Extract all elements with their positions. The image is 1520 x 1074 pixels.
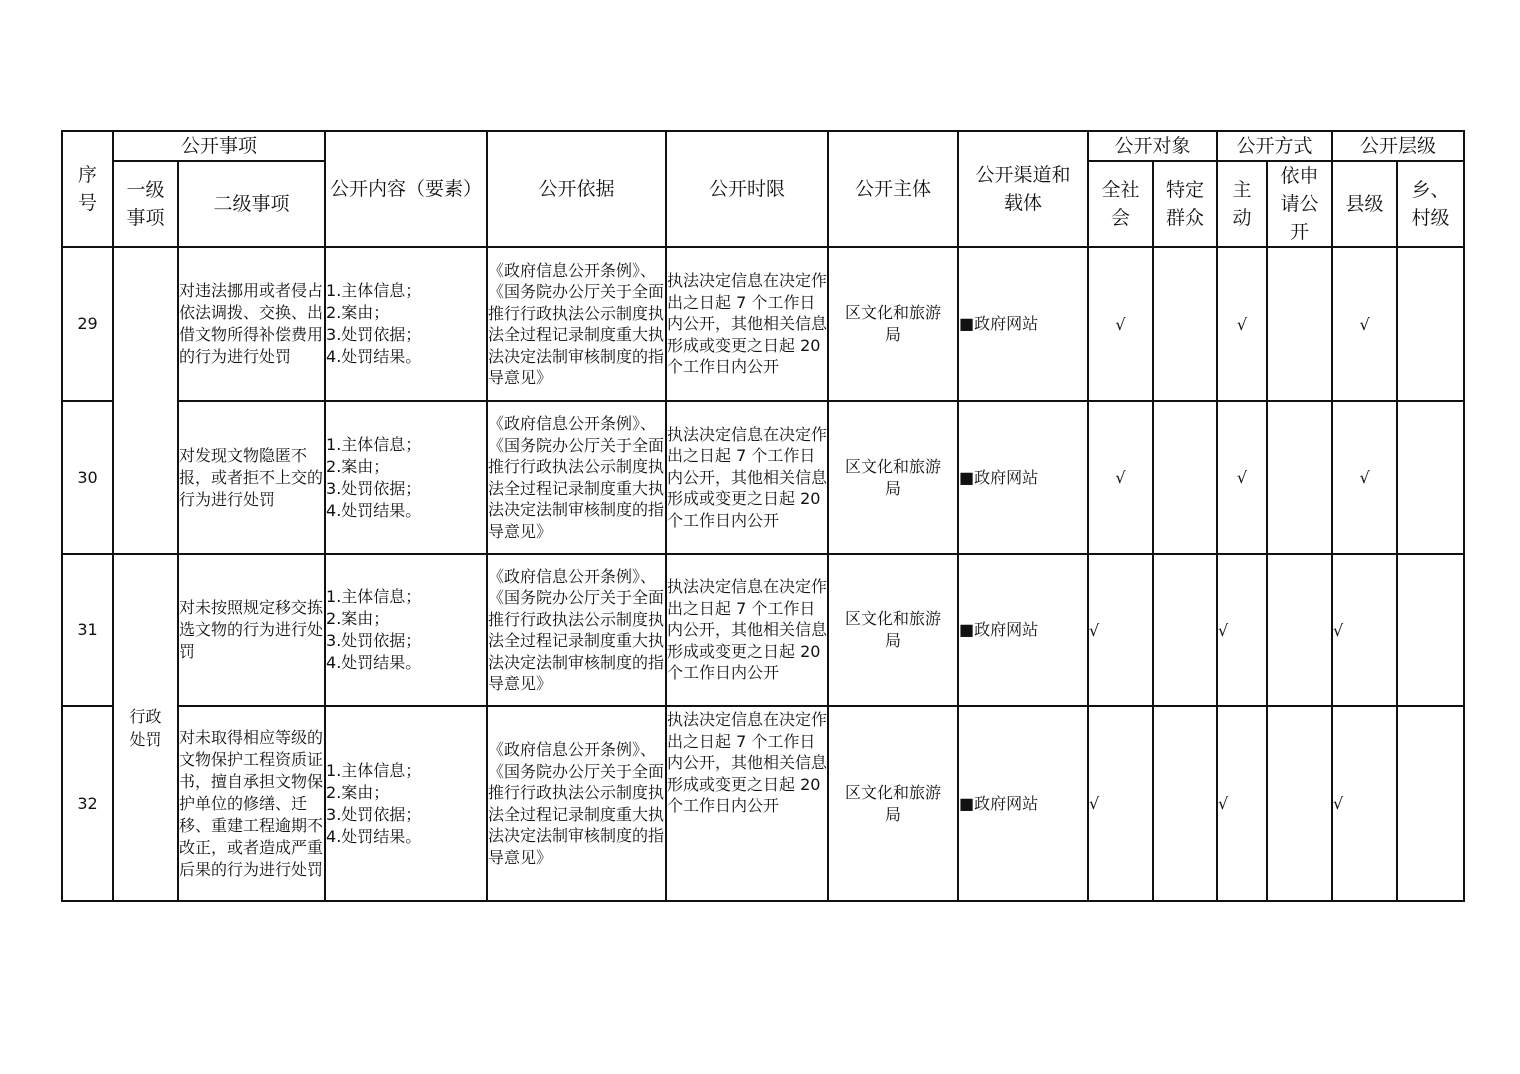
header-level-county: 县级 (1332, 161, 1397, 247)
row-obj-all: √ (1088, 706, 1153, 901)
header-obj-specific: 特定群众 (1153, 161, 1217, 247)
content-line: 3.处罚依据； (326, 478, 422, 498)
header-time-limit: 公开时限 (666, 131, 828, 247)
header-obj-all: 全社会 (1088, 161, 1153, 247)
header-seq: 序号 (62, 131, 113, 247)
header-method-active: 主动 (1217, 161, 1267, 247)
row-content (325, 247, 487, 401)
row-level-village (1397, 247, 1464, 401)
header-row-1 (62, 131, 1464, 161)
row-seq: 29 (62, 247, 113, 401)
row-level-village (1397, 554, 1464, 706)
table-row (62, 247, 1464, 401)
content-line: 2.案由； (326, 782, 390, 802)
row-channel: ■政府网站 (958, 554, 1088, 706)
row-item: 对发现文物隐匿不报，或者拒不上交的行为进行处罚 (178, 401, 325, 554)
row-obj-all: √ (1088, 401, 1153, 554)
row-subject: 区文化和旅游局 (828, 247, 958, 401)
header-group-object: 公开对象 (1088, 131, 1217, 161)
row-method-apply (1267, 554, 1332, 706)
row-basis: 《政府信息公开条例》、《国务院办公厅关于全面推行行政执法公示制度执法全过程记录制度重大执法决定法制审核制度的指导意见》 (487, 554, 666, 706)
disclosure-table (61, 130, 1465, 902)
content-line: 4.处罚结果。 (326, 347, 422, 366)
table-row (62, 706, 1464, 901)
row-obj-specific (1153, 247, 1217, 401)
row-method-active: √ (1217, 247, 1267, 401)
row-method-active: √ (1217, 554, 1267, 706)
content-line: 3.处罚依据； (326, 804, 422, 824)
header-method-apply: 依申请公开 (1267, 161, 1332, 247)
content-line: 2.案由； (326, 609, 390, 628)
row-time-limit: 执法决定信息在决定作出之日起 7 个工作日内公开，其他相关信息形成或变更之日起 20 个工作日内公开 (666, 401, 828, 554)
row-seq: 30 (62, 401, 113, 554)
row-subject: 区文化和旅游局 (828, 554, 958, 706)
header-group-items: 公开事项 (113, 131, 325, 161)
row-time-limit: 执法决定信息在决定作出之日起 7 个工作日内公开，其他相关信息形成或变更之日起 20 个工作日内公开 (666, 247, 828, 401)
category-cell-empty (113, 247, 178, 554)
header-basis: 公开依据 (487, 131, 666, 247)
row-subject: 区文化和旅游局 (828, 706, 958, 901)
row-method-apply (1267, 401, 1332, 554)
row-level-county: √ (1332, 247, 1397, 401)
row-channel: ■政府网站 (958, 247, 1088, 401)
row-item: 对未按照规定移交拣选文物的行为进行处罚 (178, 554, 325, 706)
row-obj-specific (1153, 706, 1217, 901)
content-line: 1.主体信息； (326, 281, 422, 300)
row-item: 对违法挪用或者侵占依法调拨、交换、出借文物所得补偿费用的行为进行处罚 (178, 247, 325, 401)
row-level-village (1397, 401, 1464, 554)
row-method-apply (1267, 247, 1332, 401)
row-content (325, 706, 487, 901)
row-basis: 《政府信息公开条例》、《国务院办公厅关于全面推行行政执法公示制度执法全过程记录制度重大执法决定法制审核制度的指导意见》 (487, 247, 666, 401)
header-level1: 一级事项 (113, 161, 178, 247)
header-level-village: 乡、村级 (1397, 161, 1464, 247)
header-group-method: 公开方式 (1217, 131, 1332, 161)
row-method-active: √ (1217, 401, 1267, 554)
row-obj-specific (1153, 401, 1217, 554)
header-content: 公开内容（要素） (325, 131, 487, 247)
content-line: 4.处罚结果。 (326, 653, 422, 672)
row-channel: ■政府网站 (958, 706, 1088, 901)
row-obj-all: √ (1088, 247, 1153, 401)
row-method-apply (1267, 706, 1332, 901)
header-subject: 公开主体 (828, 131, 958, 247)
row-level-village (1397, 706, 1464, 901)
table-row (62, 554, 1464, 706)
content-line: 1.主体信息； (326, 760, 422, 780)
row-content (325, 554, 487, 706)
content-line: 3.处罚依据； (326, 631, 422, 650)
content-line: 1.主体信息； (326, 434, 422, 454)
row-method-active: √ (1217, 706, 1267, 901)
row-seq: 32 (62, 706, 113, 901)
row-level-county: √ (1332, 706, 1397, 901)
header-channel: 公开渠道和载体 (958, 131, 1088, 247)
content-line: 4.处罚结果。 (326, 500, 422, 520)
row-obj-all: √ (1088, 554, 1153, 706)
row-time-limit: 执法决定信息在决定作出之日起 7 个工作日内公开，其他相关信息形成或变更之日起 20 个工作日内公开 (666, 554, 828, 706)
row-content (325, 401, 487, 554)
row-subject: 区文化和旅游局 (828, 401, 958, 554)
table-row (62, 401, 1464, 554)
row-time-limit: 执法决定信息在决定作出之日起 7 个工作日内公开，其他相关信息形成或变更之日起 20 个工作日内公开 (666, 706, 828, 901)
header-group-level: 公开层级 (1332, 131, 1464, 161)
row-seq: 31 (62, 554, 113, 706)
content-line: 3.处罚依据； (326, 325, 422, 344)
row-basis: 《政府信息公开条例》、《国务院办公厅关于全面推行行政执法公示制度执法全过程记录制度重大执法决定法制审核制度的指导意见》 (487, 401, 666, 554)
row-level-county: √ (1332, 401, 1397, 554)
category-label: 行政处罚 (129, 706, 162, 749)
header-level2: 二级事项 (178, 161, 325, 247)
content-line: 2.案由； (326, 456, 390, 476)
content-line: 1.主体信息； (326, 587, 422, 606)
category-cell (113, 554, 178, 901)
row-level-county: √ (1332, 554, 1397, 706)
row-item: 对未取得相应等级的文物保护工程资质证书，擅自承担文物保护单位的修缮、迁移、重建工程逾期不改正，或者造成严重后果的行为进行处罚 (178, 706, 325, 901)
row-channel: ■政府网站 (958, 401, 1088, 554)
content-line: 2.案由； (326, 303, 390, 322)
row-obj-specific (1153, 554, 1217, 706)
content-line: 4.处罚结果。 (326, 826, 422, 846)
row-basis: 《政府信息公开条例》、《国务院办公厅关于全面推行行政执法公示制度执法全过程记录制度重大执法决定法制审核制度的指导意见》 (487, 706, 666, 901)
